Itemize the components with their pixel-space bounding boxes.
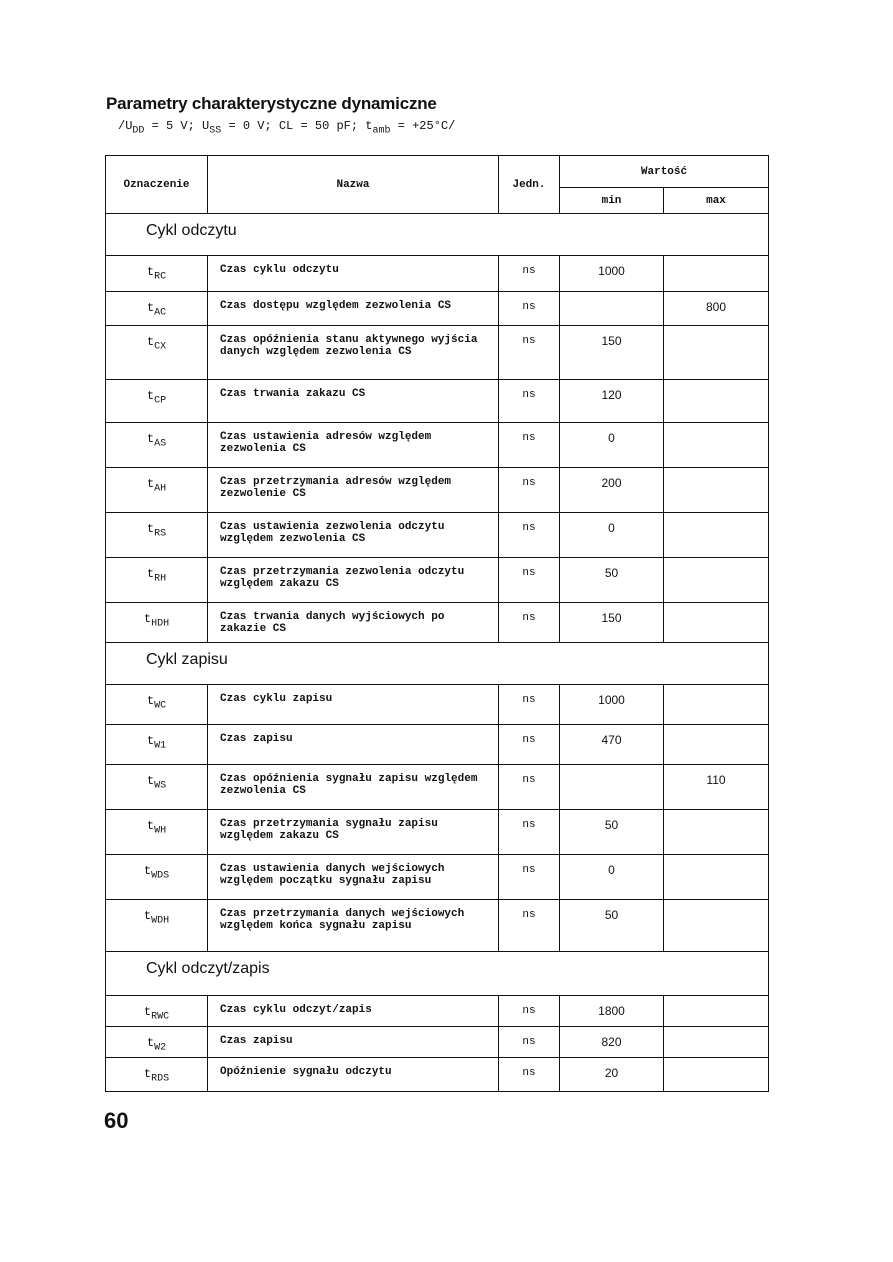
- unit-cell: ns: [499, 468, 560, 513]
- min-value: 200: [560, 468, 664, 513]
- header-nazwa: Nazwa: [208, 156, 499, 214]
- header-min: min: [560, 188, 664, 214]
- min-value: 0: [560, 423, 664, 468]
- header-wartosc: Wartość: [560, 156, 769, 188]
- section-row: [106, 952, 769, 996]
- test-conditions: $/U_{DD} = 5$ V; $U_{SS} = 0$ V; CL = 50 pF; $t_{amb} = +25^\circ C/$: [118, 119, 456, 137]
- symbol-letter: t: [143, 1067, 152, 1081]
- unit-cell: ns: [499, 558, 560, 603]
- parameter-name: Czas ustawienia danych wejściowych względem początku sygnału zapisu: [208, 855, 499, 900]
- symbol-subscript: CX: [154, 341, 167, 353]
- symbol-cell: [106, 513, 208, 558]
- symbol-subscript: W2: [154, 1042, 167, 1054]
- parameter-name: Czas dostępu względem zezwolenia CS: [208, 292, 499, 326]
- parameter-name: Czas cyklu odczytu: [208, 256, 499, 292]
- symbol-letter: t: [146, 301, 155, 315]
- max-value: [664, 996, 769, 1027]
- unit-cell: ns: [499, 256, 560, 292]
- symbol-cell: [106, 292, 208, 326]
- header-oznaczenie: Oznaczenie: [106, 156, 208, 214]
- symbol-letter: t: [143, 612, 152, 626]
- symbol-subscript: HDH: [151, 618, 170, 630]
- section-label: Cykl odczytu: [106, 214, 769, 256]
- section-row: [106, 214, 769, 256]
- parameter-name: Czas przetrzymania adresów względem zezwolenie CS: [208, 468, 499, 513]
- min-value: 50: [560, 810, 664, 855]
- table-row: [106, 1058, 769, 1092]
- unit-cell: ns: [499, 326, 560, 380]
- parameter-name: Czas ustawienia zezwolenia odczytu względem zezwolenia CS: [208, 513, 499, 558]
- symbol-cell: [106, 1027, 208, 1058]
- min-value: 470: [560, 725, 664, 765]
- section-row: [106, 643, 769, 685]
- max-value: [664, 810, 769, 855]
- unit-cell: ns: [499, 855, 560, 900]
- unit-cell: ns: [499, 725, 560, 765]
- symbol-letter: t: [146, 477, 155, 491]
- symbol-cell: [106, 256, 208, 292]
- symbol-letter: t: [146, 522, 155, 536]
- symbol-letter: t: [146, 1036, 155, 1050]
- min-value: 50: [560, 900, 664, 952]
- symbol-cell: [106, 900, 208, 952]
- max-value: [664, 558, 769, 603]
- symbol-cell: [106, 558, 208, 603]
- table-row: [106, 558, 769, 603]
- symbol-subscript: RDS: [151, 1073, 170, 1085]
- symbol-letter: t: [146, 819, 155, 833]
- symbol-letter: t: [146, 335, 155, 349]
- max-value: [664, 685, 769, 725]
- table-row: [106, 256, 769, 292]
- table-row: [106, 725, 769, 765]
- symbol-subscript: WDH: [151, 915, 170, 927]
- min-value: 0: [560, 855, 664, 900]
- header-jedn: Jedn.: [499, 156, 560, 214]
- symbol-letter: t: [146, 734, 155, 748]
- parameter-name: Czas opóźnienia stanu aktywnego wyjścia danych względem zezwolenia CS: [208, 326, 499, 380]
- symbol-cell: [106, 810, 208, 855]
- max-value: [664, 855, 769, 900]
- symbol-letter: t: [146, 774, 155, 788]
- table-row: [106, 292, 769, 326]
- symbol-subscript: WH: [154, 825, 167, 837]
- unit-cell: ns: [499, 380, 560, 423]
- parameter-name: Czas zapisu: [208, 1027, 499, 1058]
- symbol-subscript: W1: [154, 740, 167, 752]
- min-value: 1000: [560, 256, 664, 292]
- unit-cell: ns: [499, 1027, 560, 1058]
- unit-cell: ns: [499, 603, 560, 643]
- symbol-cell: [106, 1058, 208, 1092]
- symbol-subscript: AH: [154, 483, 167, 495]
- min-value: 150: [560, 603, 664, 643]
- parameter-name: Czas przetrzymania sygnału zapisu względem zakazu CS: [208, 810, 499, 855]
- unit-cell: ns: [499, 685, 560, 725]
- symbol-letter: t: [146, 567, 155, 581]
- symbol-subscript: RH: [154, 573, 167, 585]
- min-value: 1800: [560, 996, 664, 1027]
- table-row: [106, 603, 769, 643]
- min-value: 120: [560, 380, 664, 423]
- symbol-letter: t: [146, 432, 155, 446]
- table-row: [106, 855, 769, 900]
- symbol-cell: [106, 380, 208, 423]
- table-row: [106, 996, 769, 1027]
- max-value: [664, 1058, 769, 1092]
- symbol-cell: [106, 765, 208, 810]
- parameter-name: Czas zapisu: [208, 725, 499, 765]
- parameter-name: Czas opóźnienia sygnału zapisu względem zezwolenia CS: [208, 765, 499, 810]
- max-value: [664, 725, 769, 765]
- table-row: [106, 765, 769, 810]
- symbol-subscript: WS: [154, 780, 167, 792]
- min-value: 0: [560, 513, 664, 558]
- unit-cell: ns: [499, 1058, 560, 1092]
- parameter-name: Czas przetrzymania zezwolenia odczytu względem zakazu CS: [208, 558, 499, 603]
- symbol-cell: [106, 996, 208, 1027]
- table-body: [106, 214, 769, 1092]
- symbol-cell: [106, 725, 208, 765]
- unit-cell: ns: [499, 996, 560, 1027]
- min-value: 20: [560, 1058, 664, 1092]
- parameter-name: Czas przetrzymania danych wejściowych względem końca sygnału zapisu: [208, 900, 499, 952]
- unit-cell: ns: [499, 513, 560, 558]
- unit-cell: ns: [499, 423, 560, 468]
- symbol-letter: t: [143, 909, 152, 923]
- table-row: [106, 380, 769, 423]
- unit-cell: ns: [499, 292, 560, 326]
- symbol-subscript: CP: [154, 395, 167, 407]
- max-value: [664, 256, 769, 292]
- section-label: Cykl zapisu: [106, 643, 769, 685]
- table-row: [106, 423, 769, 468]
- table-row: [106, 326, 769, 380]
- symbol-subscript: WDS: [151, 870, 170, 882]
- symbol-letter: t: [146, 389, 155, 403]
- parameter-name: Czas cyklu odczyt/zapis: [208, 996, 499, 1027]
- header-max: max: [664, 188, 769, 214]
- symbol-cell: [106, 685, 208, 725]
- parameter-name: Czas trwania zakazu CS: [208, 380, 499, 423]
- parameter-name: Czas cyklu zapisu: [208, 685, 499, 725]
- min-value: 1000: [560, 685, 664, 725]
- max-value: [664, 1027, 769, 1058]
- min-value: 150: [560, 326, 664, 380]
- symbol-cell: [106, 603, 208, 643]
- symbol-subscript: RS: [154, 528, 167, 540]
- max-value: [664, 900, 769, 952]
- max-value: [664, 380, 769, 423]
- symbol-letter: t: [146, 265, 155, 279]
- max-value: [664, 423, 769, 468]
- table-row: [106, 685, 769, 725]
- symbol-subscript: RWC: [151, 1011, 170, 1023]
- page-title: Parametry charakterystyczne dynamiczne: [106, 94, 437, 113]
- max-value: [664, 513, 769, 558]
- symbol-subscript: WC: [154, 700, 167, 712]
- unit-cell: ns: [499, 765, 560, 810]
- symbol-cell: [106, 326, 208, 380]
- symbol-letter: t: [143, 1005, 152, 1019]
- table-row: [106, 900, 769, 952]
- max-value: [664, 326, 769, 380]
- symbol-subscript: AS: [154, 438, 167, 450]
- symbol-cell: [106, 855, 208, 900]
- unit-cell: ns: [499, 900, 560, 952]
- max-value: [664, 468, 769, 513]
- min-value: 50: [560, 558, 664, 603]
- symbol-subscript: AC: [154, 307, 167, 319]
- max-value: [664, 603, 769, 643]
- table-row: [106, 513, 769, 558]
- table-row: [106, 1027, 769, 1058]
- parameter-name: Czas ustawienia adresów względem zezwolenia CS: [208, 423, 499, 468]
- parameter-name: Opóźnienie sygnału odczytu: [208, 1058, 499, 1092]
- table-row: [106, 468, 769, 513]
- max-value: 110: [664, 765, 769, 810]
- parameters-table: [105, 155, 769, 1092]
- min-value: 820: [560, 1027, 664, 1058]
- page-number: 60: [104, 1108, 129, 1133]
- parameter-name: Czas trwania danych wyjściowych po zakazie CS: [208, 603, 499, 643]
- max-value: 800: [664, 292, 769, 326]
- table-row: [106, 810, 769, 855]
- symbol-letter: t: [143, 864, 152, 878]
- unit-cell: ns: [499, 810, 560, 855]
- symbol-cell: [106, 423, 208, 468]
- symbol-subscript: RC: [154, 271, 167, 283]
- symbol-letter: t: [146, 694, 155, 708]
- section-label: Cykl odczyt/zapis: [106, 952, 769, 996]
- min-value: [560, 765, 664, 810]
- min-value: [560, 292, 664, 326]
- symbol-cell: [106, 468, 208, 513]
